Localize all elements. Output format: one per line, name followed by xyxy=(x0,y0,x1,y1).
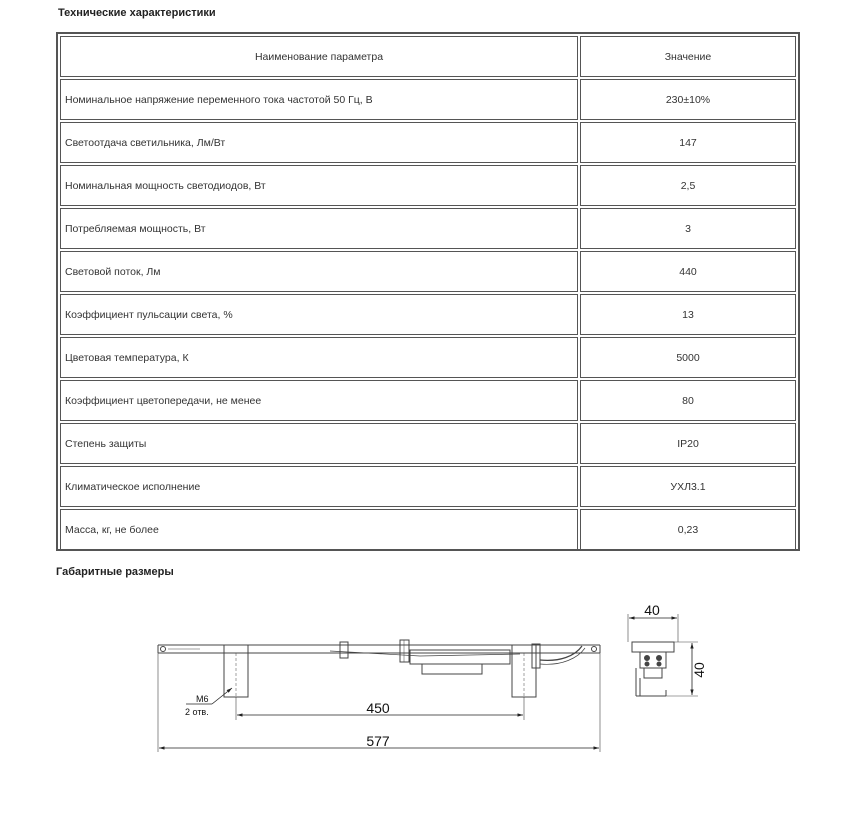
dimension-height-label: 40 xyxy=(691,662,707,678)
specs-heading: Технические характеристики xyxy=(58,7,216,19)
header-value: Значение xyxy=(580,36,796,77)
value-cell: 5000 xyxy=(580,337,796,378)
dimension-width-label: 40 xyxy=(644,602,660,618)
value-cell: 80 xyxy=(580,380,796,421)
dims-heading: Габаритные размеры xyxy=(56,566,174,578)
table-row xyxy=(60,509,796,550)
luminaire-end-view xyxy=(632,642,674,696)
dimension-width xyxy=(628,602,678,642)
value-cell: 440 xyxy=(580,251,796,292)
param-cell: Светоотдача светильника, Лм/Вт xyxy=(60,122,578,163)
table-row xyxy=(60,337,796,378)
dimension-mounting-label: 450 xyxy=(366,700,390,716)
param-cell: Номинальная мощность светодиодов, Вт xyxy=(60,165,578,206)
value-cell: УХЛ3.1 xyxy=(580,466,796,507)
param-cell: Климатическое исполнение xyxy=(60,466,578,507)
dimension-drawing xyxy=(0,590,847,790)
header-param: Наименование параметра xyxy=(60,36,578,77)
param-cell: Световой поток, Лм xyxy=(60,251,578,292)
table-row xyxy=(60,423,796,464)
param-cell: Потребляемая мощность, Вт xyxy=(60,208,578,249)
table-header-row xyxy=(60,36,796,77)
specs-table xyxy=(56,32,800,551)
param-cell: Масса, кг, не более xyxy=(60,509,578,550)
value-cell: 2,5 xyxy=(580,165,796,206)
table-row xyxy=(60,208,796,249)
table-row xyxy=(60,165,796,206)
dimension-mounting xyxy=(236,697,524,720)
value-cell: 13 xyxy=(580,294,796,335)
value-cell: 147 xyxy=(580,122,796,163)
value-cell: IP20 xyxy=(580,423,796,464)
value-cell: 3 xyxy=(580,208,796,249)
table-row xyxy=(60,79,796,120)
table-row xyxy=(60,380,796,421)
param-cell: Степень защиты xyxy=(60,423,578,464)
hole-count-label: 2 отв. xyxy=(185,707,209,717)
param-cell: Коэффициент пульсации света, % xyxy=(60,294,578,335)
dimension-length-label: 577 xyxy=(366,733,390,749)
value-cell: 230±10% xyxy=(580,79,796,120)
table-row xyxy=(60,294,796,335)
hole-label: М6 xyxy=(196,694,209,704)
param-cell: Цветовая температура, К xyxy=(60,337,578,378)
table-row xyxy=(60,251,796,292)
param-cell: Коэффициент цветопередачи, не менее xyxy=(60,380,578,421)
dimension-height xyxy=(666,642,707,696)
table-row xyxy=(60,122,796,163)
hole-callout xyxy=(185,688,232,717)
value-cell: 0,23 xyxy=(580,509,796,550)
param-cell: Номинальное напряжение переменного тока частотой 50 Гц, В xyxy=(60,79,578,120)
table-row xyxy=(60,466,796,507)
luminaire-side-view xyxy=(158,640,600,697)
